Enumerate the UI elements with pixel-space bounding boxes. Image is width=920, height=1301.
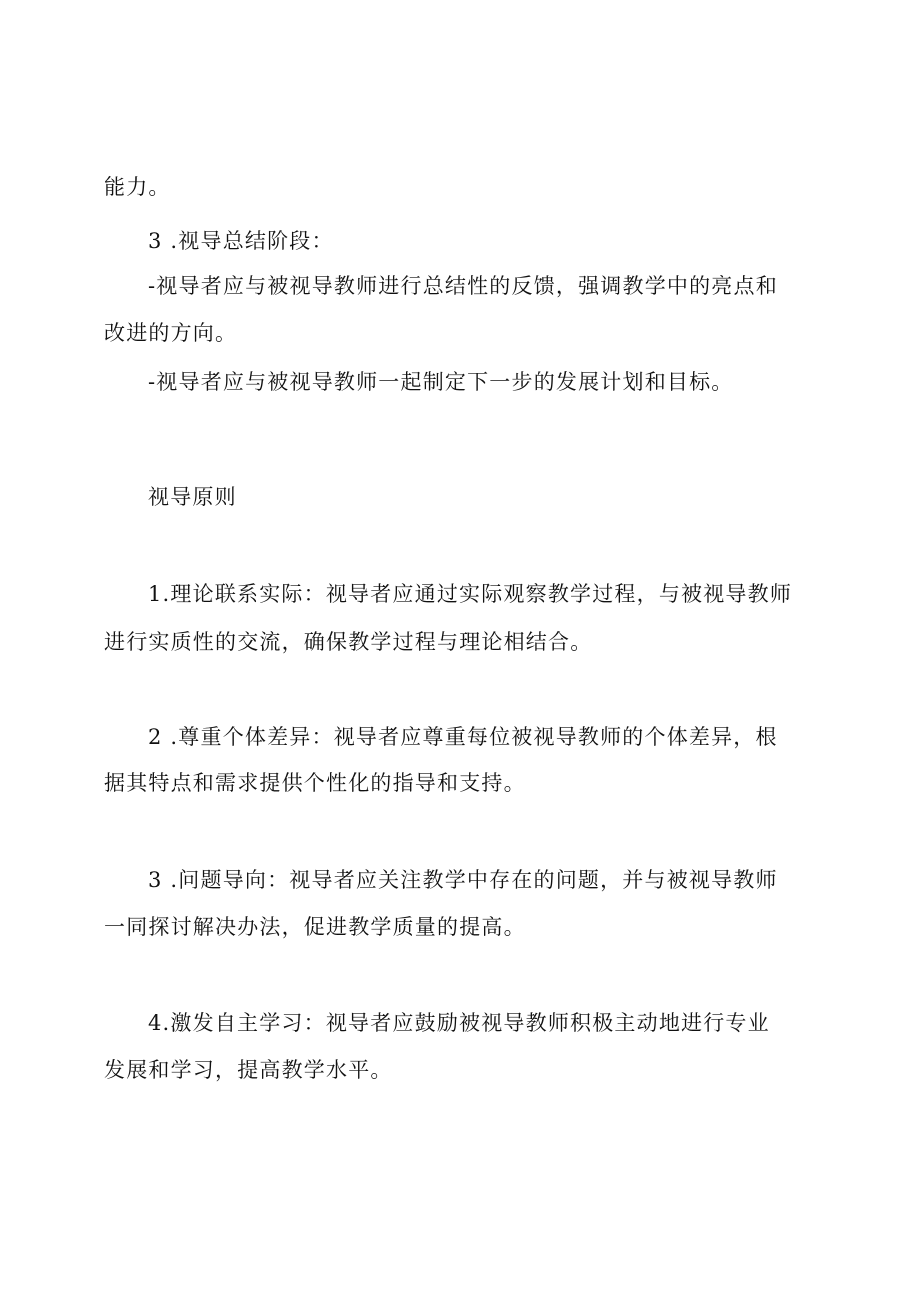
principle-item-1-line1: 1.理论联系实际：视导者应通过实际观察教学过程，与被视导教师	[148, 582, 793, 606]
principle-item-1-line2: 进行实质性的交流，确保教学过程与理论相结合。	[104, 630, 593, 654]
stage3-heading: 3 .视导总结阶段：	[148, 229, 334, 253]
stage3-bullet1-line2: 改进的方向。	[104, 321, 238, 345]
principle-item-4-line1: 4.激发自主学习：视导者应鼓励被视导教师积极主动地进行专业	[148, 1011, 770, 1035]
principle-item-4-line2: 发展和学习，提高教学水平。	[104, 1058, 393, 1082]
stage3-bullet1-line1: -视导者应与被视导教师进行总结性的反馈，强调教学中的亮点和	[148, 274, 778, 298]
principle-item-3-line1: 3 .问题导向：视导者应关注教学中存在的问题，并与被视导教师	[148, 868, 778, 892]
stage3-bullet2: -视导者应与被视导教师一起制定下一步的发展计划和目标。	[148, 370, 734, 394]
principle-item-2-line1: 2 .尊重个体差异：视导者应尊重每位被视导教师的个体差异，根	[148, 725, 778, 749]
principle-item-2-line2: 据其特点和需求提供个性化的指导和支持。	[104, 771, 526, 795]
principles-title: 视导原则	[148, 485, 237, 509]
continuation-text: 能力。	[104, 175, 171, 199]
principle-item-3-line2: 一同探讨解决办法，促进教学质量的提高。	[104, 915, 526, 939]
